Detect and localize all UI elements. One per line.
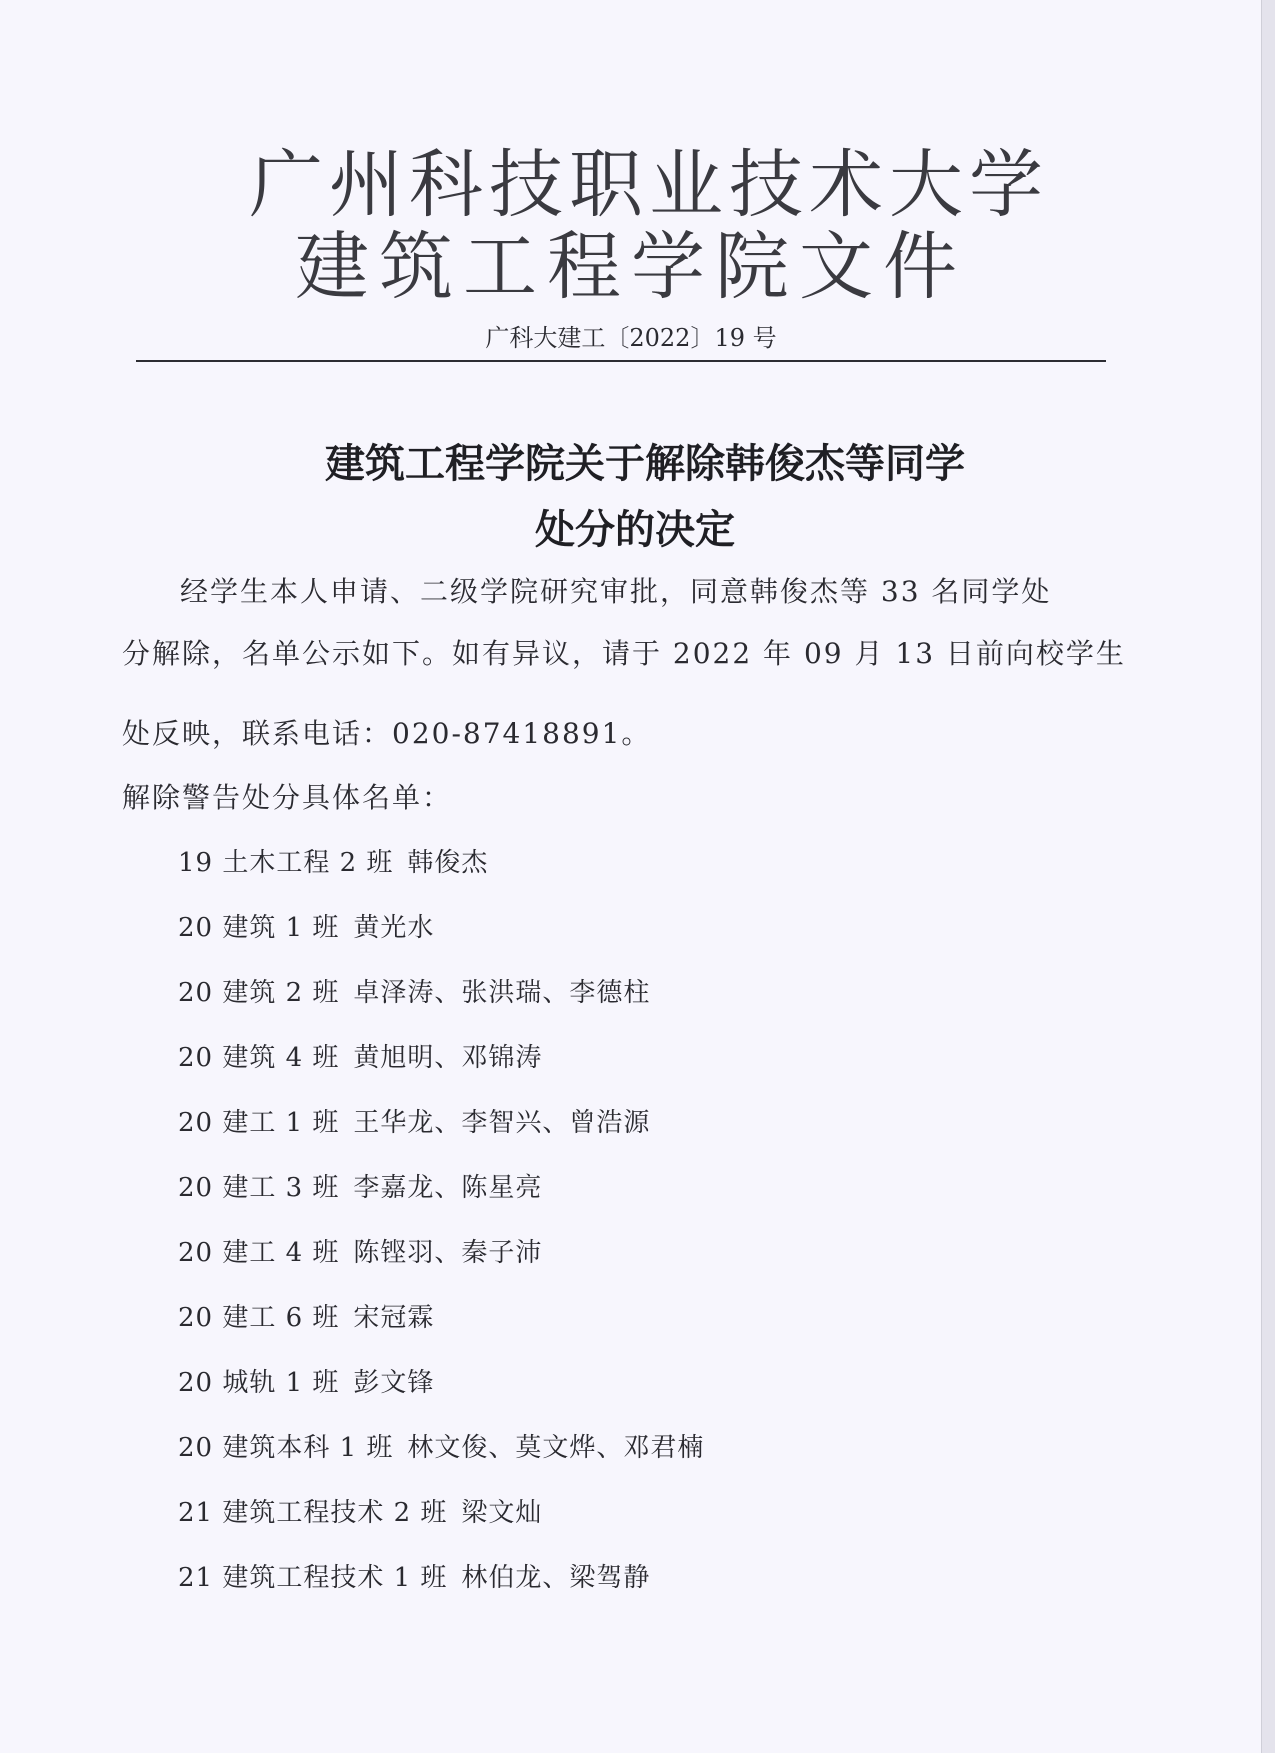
student-names: 林文俊、莫文烨、邓君楠 xyxy=(407,1433,705,1463)
body-paragraph-line3: 处反映，联系电话：020-87418891。 xyxy=(122,717,652,750)
class-name: 20 建工 1 班 xyxy=(178,1108,340,1138)
list-heading: 解除警告处分具体名单： xyxy=(122,781,453,814)
class-name: 20 建筑本科 1 班 xyxy=(178,1433,394,1463)
page-edge-shadow xyxy=(1261,0,1275,1753)
decision-title-line1: 建筑工程学院关于解除韩俊杰等同学 xyxy=(325,441,965,487)
class-name: 20 建筑 1 班 xyxy=(178,913,340,943)
class-name: 20 建筑 4 班 xyxy=(178,1043,340,1073)
class-name: 19 土木工程 2 班 xyxy=(178,848,394,878)
list-item xyxy=(178,1427,704,1492)
list-item xyxy=(178,842,704,907)
class-name: 20 城轨 1 班 xyxy=(178,1368,340,1398)
student-names: 黄旭明、邓锦涛 xyxy=(353,1043,543,1073)
student-names: 宋冠霖 xyxy=(353,1303,435,1333)
document-type-heading: 建筑工程学院文件 xyxy=(295,224,967,310)
student-names: 黄光水 xyxy=(353,913,435,943)
list-item xyxy=(178,1362,704,1427)
institution-name: 广州科技职业技术大学 xyxy=(249,142,1049,228)
class-name: 21 建筑工程技术 2 班 xyxy=(178,1498,448,1528)
student-names: 王华龙、李智兴、曾浩源 xyxy=(353,1108,651,1138)
list-item xyxy=(178,1232,704,1297)
list-item xyxy=(178,972,704,1037)
list-item xyxy=(178,1037,704,1102)
student-names: 韩俊杰 xyxy=(407,848,489,878)
student-names: 李嘉龙、陈星亮 xyxy=(353,1173,543,1203)
list-item xyxy=(178,1297,704,1362)
class-name: 20 建筑 2 班 xyxy=(178,978,340,1008)
list-item xyxy=(178,1492,704,1557)
class-name: 20 建工 4 班 xyxy=(178,1238,340,1268)
body-paragraph-line1: 经学生本人申请、二级学院研究审批，同意韩俊杰等 33 名同学处 xyxy=(180,575,1052,608)
list-item xyxy=(178,1167,704,1232)
student-names: 陈铿羽、秦子沛 xyxy=(353,1238,543,1268)
student-names: 卓泽涛、张洪瑞、李德柱 xyxy=(353,978,651,1008)
class-name: 20 建工 3 班 xyxy=(178,1173,340,1203)
document-number: 广科大建工〔2022〕19 号 xyxy=(485,324,777,352)
decision-title-line2: 处分的决定 xyxy=(535,507,735,553)
list-item xyxy=(178,1102,704,1167)
student-names: 梁文灿 xyxy=(461,1498,543,1528)
body-paragraph-line2: 分解除，名单公示如下。如有异议，请于 2022 年 09 月 13 日前向校学生 xyxy=(122,637,1126,670)
student-list xyxy=(178,842,704,1622)
class-name: 21 建筑工程技术 1 班 xyxy=(178,1563,448,1593)
class-name: 20 建工 6 班 xyxy=(178,1303,340,1333)
list-item xyxy=(178,1557,704,1622)
list-item xyxy=(178,907,704,972)
student-names: 彭文锋 xyxy=(353,1368,435,1398)
student-names: 林伯龙、梁驾静 xyxy=(461,1563,651,1593)
header-divider xyxy=(136,360,1106,362)
